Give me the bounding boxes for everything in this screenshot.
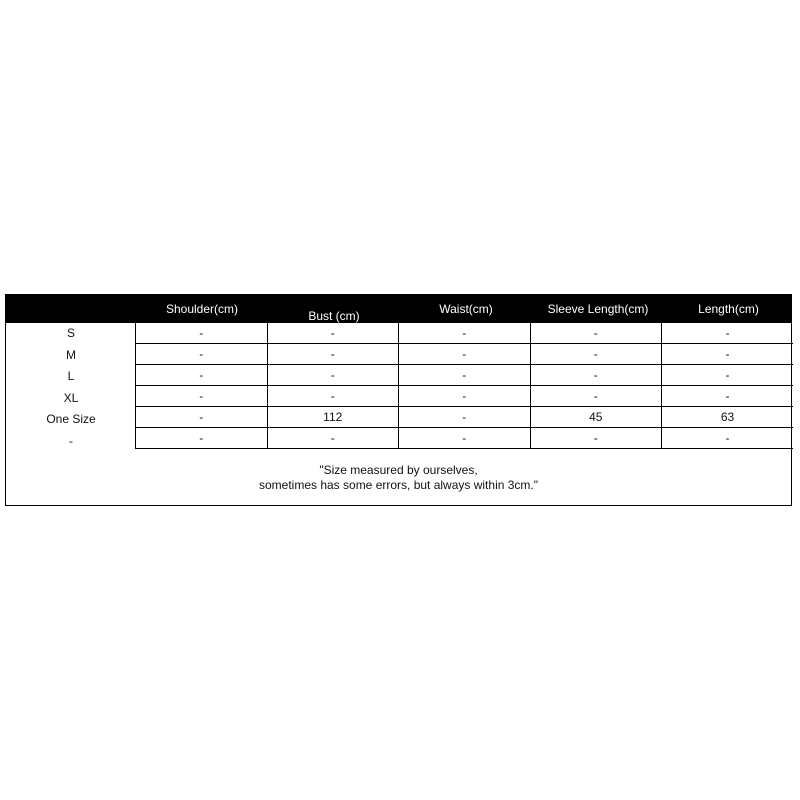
- table-cell: -: [530, 428, 662, 449]
- column-header-bust: Bust (cm): [308, 309, 360, 323]
- table-cell: -: [662, 386, 794, 407]
- size-label-m: M: [66, 348, 76, 362]
- table-cell: -: [399, 428, 531, 449]
- table-cell: -: [662, 323, 794, 344]
- table-cell: -: [136, 323, 268, 344]
- column-header-length: Length(cm): [698, 302, 759, 316]
- table-row: [136, 407, 794, 428]
- table-cell: -: [530, 386, 662, 407]
- header-bar: [6, 295, 791, 323]
- size-label-one-size: One Size: [46, 412, 96, 426]
- table-cell: -: [267, 386, 399, 407]
- table-row: [136, 365, 794, 386]
- column-header-waist: Waist(cm): [439, 302, 493, 316]
- table-cell: -: [399, 344, 531, 365]
- table-cell: -: [267, 344, 399, 365]
- table-cell: -: [136, 428, 268, 449]
- table-cell: 112: [267, 407, 399, 428]
- table-row: [136, 386, 794, 407]
- note-line-1: "Size measured by ourselves,: [319, 463, 478, 477]
- table-cell: -: [662, 344, 794, 365]
- table-cell: -: [399, 407, 531, 428]
- table-cell: -: [136, 386, 268, 407]
- table-cell: -: [136, 407, 268, 428]
- table-cell: -: [399, 386, 531, 407]
- measurement-note: [6, 463, 791, 493]
- table-cell: -: [399, 365, 531, 386]
- size-chart: [5, 294, 792, 506]
- table-cell: -: [267, 323, 399, 344]
- column-header-sleeve-length: Sleeve Length(cm): [547, 302, 649, 316]
- note-line-2: sometimes has some errors, but always within 3cm.": [258, 478, 539, 492]
- table-cell: -: [530, 344, 662, 365]
- column-header-shoulder: Shoulder(cm): [165, 302, 239, 316]
- table-cell: -: [530, 365, 662, 386]
- size-label-blank: -: [69, 434, 73, 448]
- table-cell: -: [662, 365, 794, 386]
- measurement-grid: [135, 323, 793, 449]
- size-label-l: L: [67, 369, 75, 383]
- table-cell: -: [136, 344, 268, 365]
- table-cell: -: [136, 365, 268, 386]
- table-cell: -: [399, 323, 531, 344]
- table-cell: -: [267, 365, 399, 386]
- size-label-xl: XL: [63, 391, 79, 405]
- table-cell: 63: [662, 407, 794, 428]
- table-row: [136, 344, 794, 365]
- size-label-s: S: [66, 326, 75, 340]
- table-row: [136, 323, 794, 344]
- table-row: [136, 428, 794, 449]
- table-cell: 45: [530, 407, 662, 428]
- table-cell: -: [662, 428, 794, 449]
- table-cell: -: [267, 428, 399, 449]
- table-cell: -: [530, 323, 662, 344]
